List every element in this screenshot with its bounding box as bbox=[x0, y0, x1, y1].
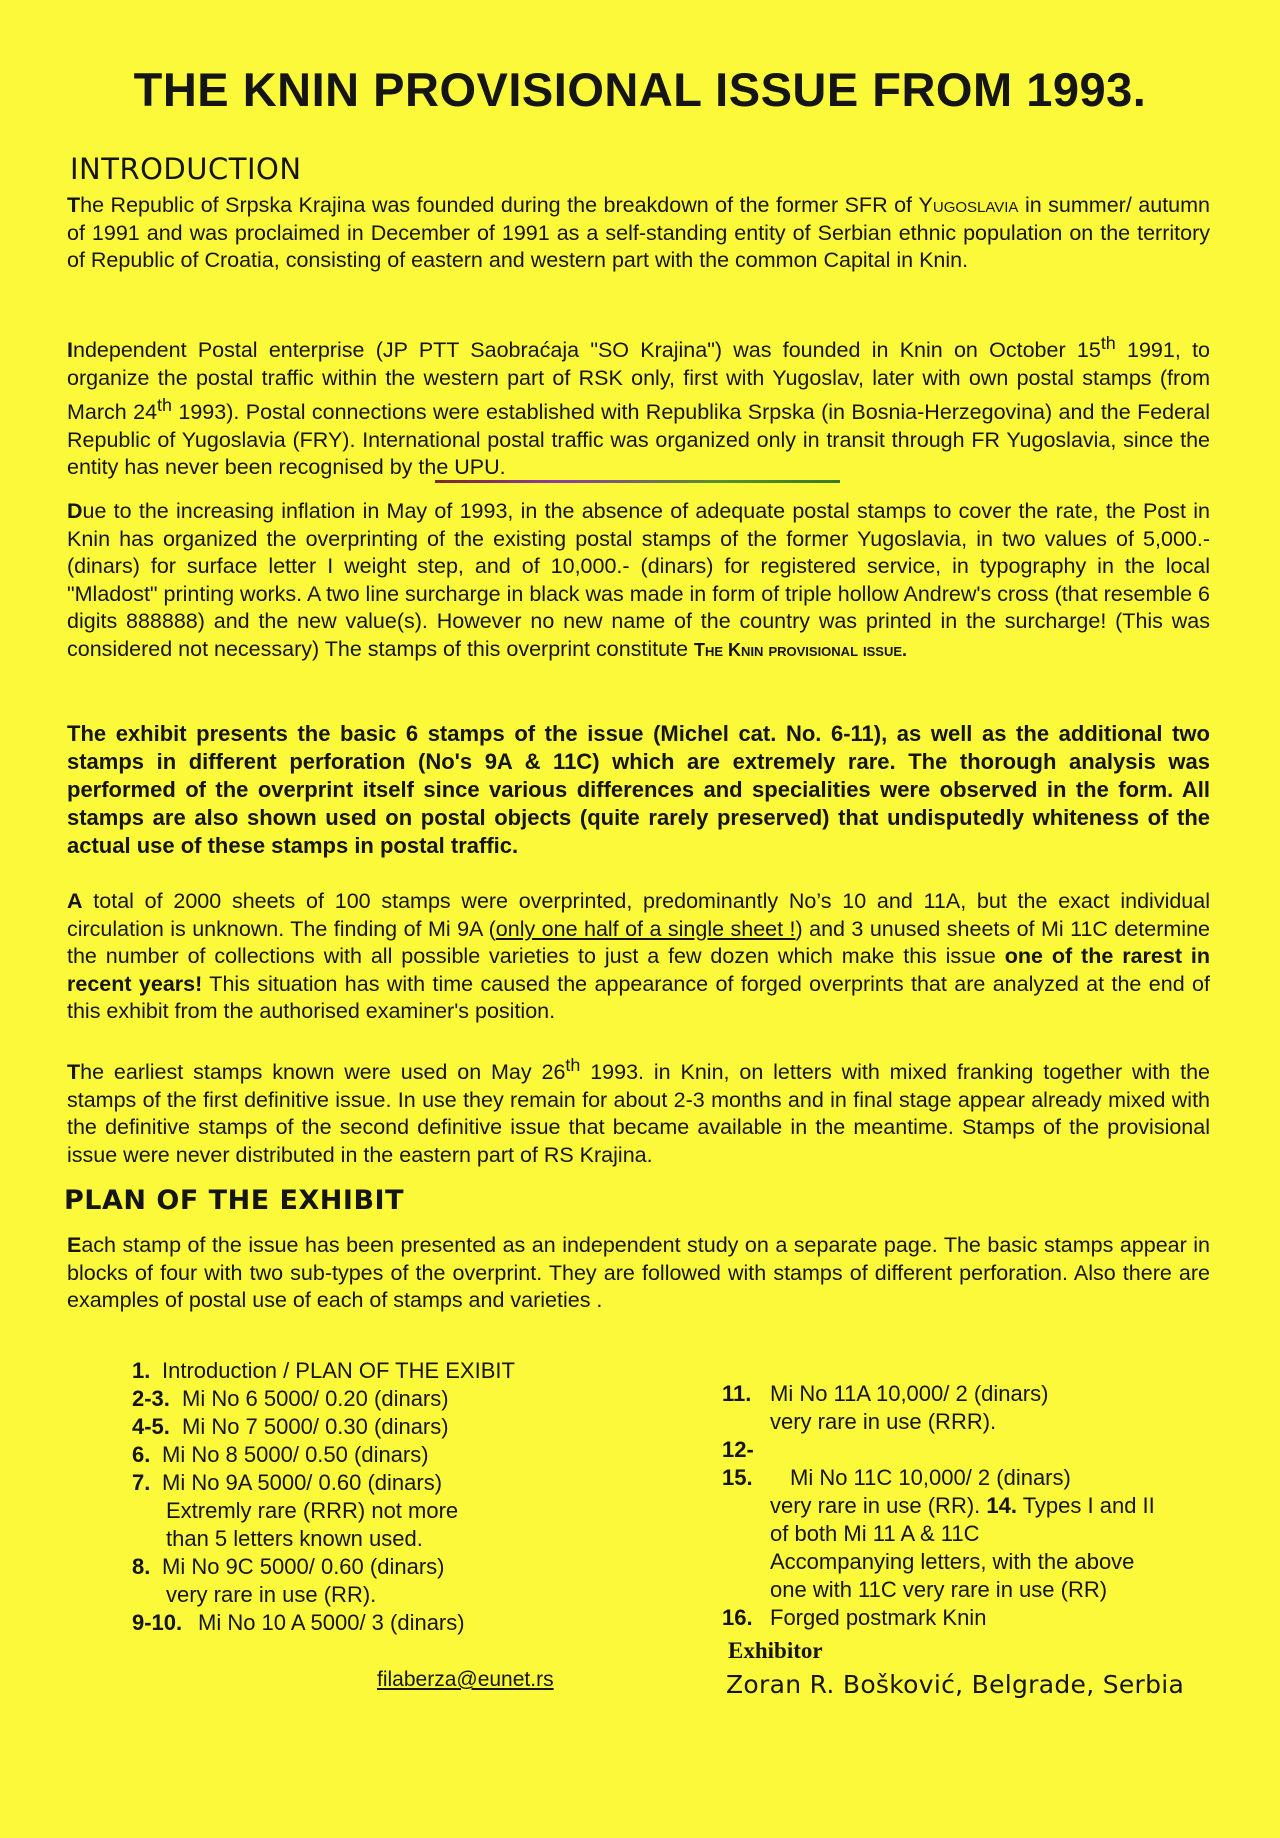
plan-paragraph bbox=[67, 1232, 1210, 1315]
toc-subtext bbox=[722, 1492, 1222, 1520]
text: ue to the increasing inflation in May of 1993, in the absence of adequate postal stamps to cover the rate, the Post in Knin has organized the overprinting of the existing postal stamps of the former Yugoslavia, in two values of 5,000.- (dinars) for surface letter I weight step, and of 10,000.- (dinars) for registered service, in typography in the local "Mladost" printing works. A two line surcharge in black was made in form of triple hollow Andrew's cross (that resemble 6 digits 888888) and the new value(s). However no new name of the country was printed in the surcharge! (This was considered not necessary) The stamps of this overprint constitute bbox=[67, 499, 1210, 661]
toc-item bbox=[722, 1380, 1222, 1408]
toc-number: 16. bbox=[722, 1605, 753, 1630]
toc-text: Mi No 9A 5000/ 0.60 (dinars) bbox=[162, 1470, 443, 1495]
drop-letter: A bbox=[67, 889, 83, 913]
toc-text: Mi No 8 5000/ 0.50 (dinars) bbox=[162, 1442, 429, 1467]
toc-number: 9-10. bbox=[132, 1610, 183, 1635]
text: he Republic of Srpska Krajina was founded during the breakdown of the former SFR of bbox=[80, 193, 919, 217]
drop-letter: D bbox=[67, 499, 83, 523]
text: Types I and II bbox=[1016, 1493, 1155, 1518]
toc-text: Introduction / PLAN OF THE EXIBIT bbox=[162, 1358, 515, 1383]
superscript: th bbox=[1100, 333, 1116, 353]
toc-subtext: of both Mi 11 A & 11C bbox=[770, 1521, 980, 1546]
toc-text: Mi No 11C 10,000/ 2 (dinars) bbox=[790, 1465, 1071, 1490]
underlined-text: only one half of a single sheet ! bbox=[495, 916, 796, 941]
text: ) and 3 unused sheets of Mi 11C determine the number of collections with all possible varieties to just a few dozen which make this issue bbox=[67, 916, 1210, 968]
toc-item bbox=[132, 1413, 602, 1441]
toc-text: Mi No 9C 5000/ 0.60 (dinars) bbox=[162, 1554, 445, 1579]
toc-item bbox=[132, 1469, 602, 1553]
introduction-heading: INTRODUCTION bbox=[70, 152, 302, 186]
email-link[interactable]: filaberza@eunet.rs bbox=[377, 1668, 554, 1691]
toc-text: Mi No 7 5000/ 0.30 (dinars) bbox=[182, 1414, 449, 1439]
exhibitor-label: Exhibitor bbox=[728, 1638, 823, 1663]
plan-heading: PLAN OF THE EXHIBIT bbox=[64, 1185, 404, 1216]
page-title: THE KNIN PROVISIONAL ISSUE FROM 1993. bbox=[133, 63, 1147, 116]
intro-paragraph-4: The exhibit presents the basic 6 stamps of the issue (Michel cat. No. 6-11), as well as the additional two stamps in different perforation (No's 9A & 11C) which are extremely rare. The thorough analysis was performed of the overprint itself since various differences and specialities were observed in the form. All stamps are also shown used on postal objects (quite rarely preserved) that undisputedly whiteness of the actual use of these stamps in postal traffic. bbox=[67, 721, 1210, 858]
toc-number: 2-3. bbox=[132, 1386, 170, 1411]
toc-number: 1. bbox=[132, 1358, 151, 1383]
text: he earliest stamps known were used on May 26 bbox=[80, 1060, 566, 1085]
intro-paragraph-3 bbox=[67, 498, 1210, 664]
intro-paragraph-5 bbox=[67, 888, 1210, 1026]
toc-item bbox=[132, 1609, 602, 1637]
exhibitor-name: Zoran R. Bošković, Belgrade, Serbia bbox=[726, 1670, 1185, 1699]
toc-item bbox=[132, 1385, 602, 1413]
toc-number: 11. bbox=[722, 1381, 752, 1406]
drop-letter: T bbox=[67, 1060, 81, 1085]
toc-subtext: Extremly rare (RRR) not more bbox=[166, 1498, 459, 1523]
toc-item bbox=[132, 1441, 602, 1469]
toc-subtext: Accompanying letters, with the above bbox=[770, 1549, 1135, 1574]
intro-paragraph-2 bbox=[67, 330, 1210, 482]
toc-item bbox=[722, 1604, 1222, 1632]
toc-text: Mi No 6 5000/ 0.20 (dinars) bbox=[182, 1386, 449, 1411]
superscript: th bbox=[565, 1055, 581, 1075]
text: very rare in use (RR). bbox=[770, 1493, 987, 1518]
text: ndependent Postal enterprise (JP PTT Saobraćaja "SO Krajina") was founded in Knin on October 15 bbox=[72, 338, 1101, 363]
toc-text: Mi No 10 A 5000/ 3 (dinars) bbox=[198, 1610, 465, 1635]
toc-subtext: than 5 letters known used. bbox=[166, 1526, 423, 1551]
toc-item bbox=[722, 1436, 1222, 1492]
small-caps-text: Yugoslavia bbox=[918, 193, 1019, 217]
toc-subtext: very rare in use (RR). bbox=[166, 1582, 377, 1607]
toc-text: Forged postmark Knin bbox=[770, 1605, 987, 1630]
toc-number: 4-5. bbox=[132, 1414, 170, 1439]
toc-number: 7. bbox=[132, 1470, 151, 1495]
drop-letter: T bbox=[67, 193, 81, 217]
issue-name: The Knin provisional issue. bbox=[694, 639, 908, 660]
drop-letter: I bbox=[67, 338, 73, 363]
toc-subtext: very rare in use (RRR). bbox=[770, 1409, 997, 1434]
drop-letter: E bbox=[67, 1233, 82, 1257]
text: total of 2000 sheets of 100 stamps were overprinted, predominantly No’s 10 and 11A, but the exact individual circulation is unknown. The finding of Mi 9A ( bbox=[67, 889, 1210, 941]
toc-text: Mi No 11A 10,000/ 2 (dinars) bbox=[770, 1381, 1049, 1406]
text: This situation has with time caused the appearance of forged overprints that are analyzed at the end of this exhibit from the authorised examiner's position. bbox=[67, 971, 1210, 1023]
table-of-contents-left bbox=[132, 1357, 602, 1637]
divider-line bbox=[435, 480, 840, 483]
text: in summer/ autumn of 1991 and was proclaimed in December of 1991 as a self-standing entity of Serbian ethnic population on the territory of Republic of Croatia, consisting of eastern and western part with the common Capital in Knin. bbox=[67, 193, 1210, 272]
intro-paragraph-6 bbox=[67, 1052, 1210, 1169]
text: 1993). Postal connections were established with Republika Srpska (in Bosnia-Herzegovina) and the Federal Republic of Yugoslavia (FRY). International postal traffic was organized only in transit through FR Yugoslavia, since the entity has never been recognised by the UPU. bbox=[67, 400, 1210, 480]
toc-number: 8. bbox=[132, 1554, 151, 1579]
toc-number: 6. bbox=[132, 1442, 151, 1467]
intro-paragraph-1 bbox=[67, 192, 1210, 275]
text: 1993. in Knin, on letters with mixed franking together with the stamps of the first definitive issue. In use they remain for about 2-3 months and in final stage appear already mixed with the definitive stamps of the second definitive issue that became available in the meantime. Stamps of the provisional issue were never distributed in the eastern part of RS Krajina. bbox=[67, 1060, 1210, 1167]
toc-item bbox=[132, 1357, 602, 1385]
text: 1991, to organize the postal traffic within the western part of RSK only, first with Yugoslav, later with own postal stamps (from March 24 bbox=[67, 338, 1210, 425]
toc-number: 12-15. bbox=[722, 1437, 754, 1490]
toc-item bbox=[132, 1553, 602, 1609]
bold-text: one of the rarest in recent years! bbox=[67, 944, 1210, 996]
table-of-contents-right bbox=[722, 1380, 1222, 1632]
toc-number: 14. bbox=[986, 1493, 1017, 1518]
toc-subtext: one with 11C very rare in use (RR) bbox=[770, 1577, 1108, 1602]
superscript: th bbox=[157, 395, 172, 416]
text: ach stamp of the issue has been presented as an independent study on a separate page. The basic stamps appear in blocks of four with two sub-types of the overprint. They are followed with stamps of different perforation. Also there are examples of postal use of each of stamps and varieties . bbox=[67, 1233, 1210, 1312]
